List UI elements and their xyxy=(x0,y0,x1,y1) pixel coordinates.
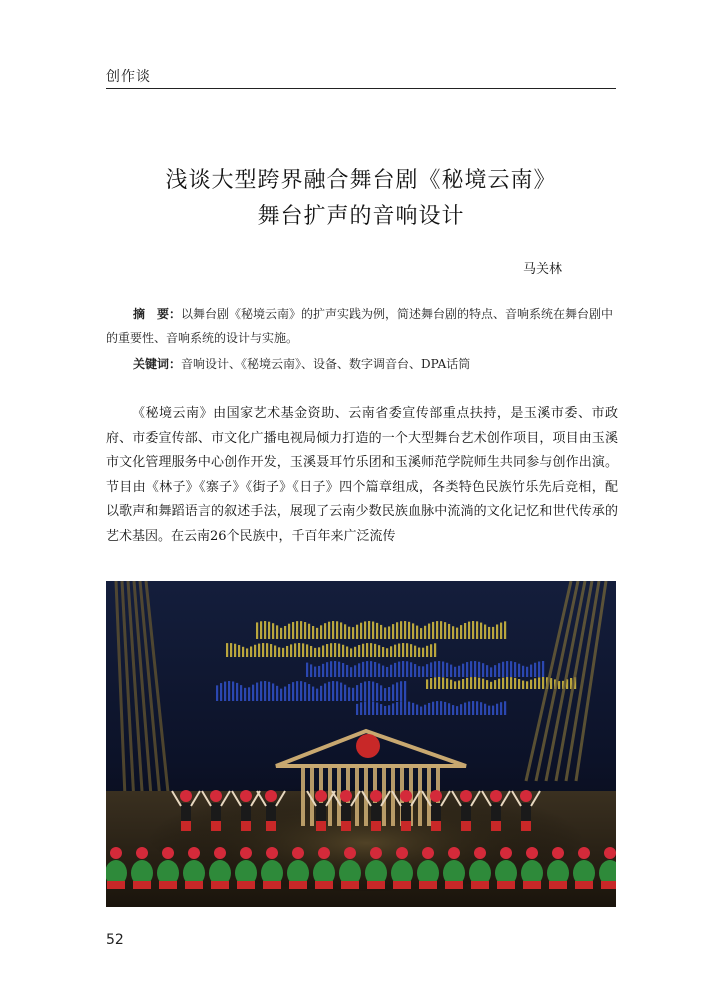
keywords xyxy=(106,352,616,376)
keywords-label: 关键词： xyxy=(133,357,182,371)
abstract xyxy=(106,302,616,350)
abstract-text: 以舞台剧《秘境云南》的扩声实践为例，简述舞台剧的特点、音响系统在舞台剧中的重要性、音响系统的设计与实施。 xyxy=(106,307,614,345)
body-paragraph: 《秘境云南》由国家艺术基金资助、云南省委宣传部重点扶持，是玉溪市委、市政府、市委宣传部、市文化广播电视局倾力打造的一个大型舞台艺术创作项目，项目由玉溪市文化管理服务中心创作开发，玉溪聂耳竹乐团和玉溪师范学院师生共同参与创作出演。节目由《林子》《寨子》《街子》《日子》四个篇章组成，各类特色民族竹乐先后竞相，配以歌声和舞蹈语言的叙述手法，展现了云南少数民族血脉中流淌的文化记忆和世代传承的艺术基因。在云南26个民族中，千百年来广泛流传 xyxy=(106,406,618,544)
keywords-text: 音响设计、《秘境云南》、设备、数字调音台、DPA话筒 xyxy=(181,357,471,371)
author-name: 马关林 xyxy=(522,262,562,277)
header-rule xyxy=(106,88,616,89)
page-number: 52 xyxy=(106,932,124,948)
abstract-label: 摘 要： xyxy=(133,307,182,321)
section-label: 创作谈 xyxy=(106,69,151,85)
stage-performance-photo xyxy=(106,581,616,907)
photo-illustration xyxy=(106,581,616,907)
article-title-line-1: 浅谈大型跨界融合舞台剧《秘境云南》 xyxy=(165,168,557,193)
article-title-line-2: 舞台扩声的音响设计 xyxy=(257,204,465,229)
